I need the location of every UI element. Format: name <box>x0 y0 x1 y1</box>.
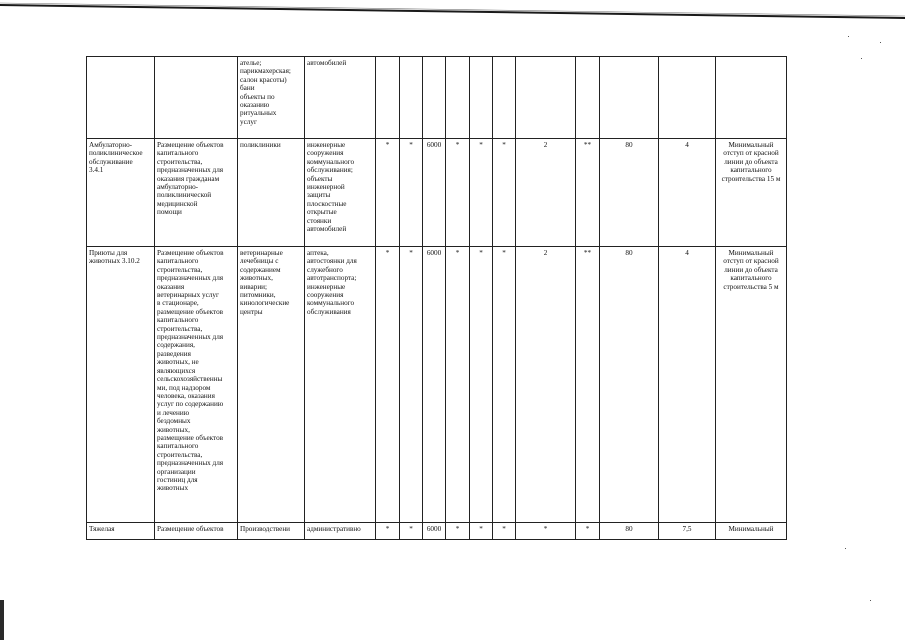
cell-param-8 <box>576 57 600 139</box>
cell-param-1: * <box>376 247 400 523</box>
cell-param-4 <box>446 57 470 139</box>
cell-param-6: * <box>493 247 516 523</box>
cell-param-6 <box>493 57 516 139</box>
cell-param-5: * <box>470 523 493 540</box>
cell-use-description: Размещение объектов капитального строительства, предназначенных для оказания ветеринарных услуг в стационаре, размещение объектов капитального строительства, предназначенных для содержания, разведения животных, не являющихся сельскохозяйственны ми, под надзором человека, оказания услуг по содержанию и лечению бездомных животных, размещение объектов капитального строительства, предназначенных для организации гостиниц для животных <box>155 247 238 523</box>
zoning-regulations-table <box>86 56 787 540</box>
scan-edge-left <box>0 600 4 640</box>
cell-auxiliary-uses: инженерные сооружения коммунального обслуживания; объекты инженерной защиты плоскостные открытые стоянки автомобилей <box>305 139 376 247</box>
cell-param-3 <box>423 57 446 139</box>
cell-param-9: 80 <box>600 247 659 523</box>
table-row <box>87 247 787 523</box>
cell-param-10: 4 <box>659 247 716 523</box>
cell-param-9: 80 <box>600 523 659 540</box>
cell-param-8: ** <box>576 247 600 523</box>
cell-main-uses: поликлиники <box>238 139 305 247</box>
table-row <box>87 139 787 247</box>
cell-param-3: 6000 <box>423 523 446 540</box>
cell-param-3: 6000 <box>423 139 446 247</box>
cell-param-10 <box>659 57 716 139</box>
cell-param-2: * <box>400 247 423 523</box>
table-row <box>87 523 787 540</box>
cell-param-4: * <box>446 139 470 247</box>
cell-note: Минимальный <box>716 523 787 540</box>
cell-auxiliary-uses: аптека, автостоянки для служебного автотранспорта; инженерные сооружения коммунального обслуживания <box>305 247 376 523</box>
cell-param-2: * <box>400 139 423 247</box>
scan-speck <box>870 600 871 601</box>
cell-main-uses: ветеринарные лечебницы с содержанием животных, виварии; питомники, кинологические центры <box>238 247 305 523</box>
cell-use-description: Размещение объектов <box>155 523 238 540</box>
cell-param-2: * <box>400 523 423 540</box>
scan-speck <box>861 58 862 59</box>
cell-param-9 <box>600 57 659 139</box>
scan-speck <box>848 36 849 37</box>
cell-param-6: * <box>493 523 516 540</box>
cell-param-2 <box>400 57 423 139</box>
cell-use-description: Размещение объектов капитального строительства, предназначенных для оказания гражданам амбулаторно- поликлинической медицинской помощи <box>155 139 238 247</box>
cell-param-8: * <box>576 523 600 540</box>
scan-speck <box>880 42 881 43</box>
cell-param-8: ** <box>576 139 600 247</box>
cell-main-uses: Производствени <box>238 523 305 540</box>
cell-auxiliary-uses: административно <box>305 523 376 540</box>
cell-use-name: Приюты для животных 3.10.2 <box>87 247 155 523</box>
scan-border-line <box>0 2 905 20</box>
table-row <box>87 57 787 139</box>
cell-param-5 <box>470 57 493 139</box>
cell-param-6: * <box>493 139 516 247</box>
cell-param-1: * <box>376 139 400 247</box>
cell-param-7 <box>516 57 576 139</box>
cell-param-7: * <box>516 523 576 540</box>
cell-param-9: 80 <box>600 139 659 247</box>
cell-param-7: 2 <box>516 139 576 247</box>
cell-param-10: 4 <box>659 139 716 247</box>
cell-param-5: * <box>470 139 493 247</box>
cell-param-7: 2 <box>516 247 576 523</box>
cell-param-1: * <box>376 523 400 540</box>
cell-note: Минимальный отступ от красной линии до объекта капитального строительства 15 м <box>716 139 787 247</box>
scan-edge-top <box>0 2 905 20</box>
cell-use-name: Амбулаторно- поликлиническое обслуживание 3.4.1 <box>87 139 155 247</box>
cell-main-uses: ателье; парикмахерская; салон красоты) бани объекты по оказанию ритуальных услуг <box>238 57 305 139</box>
cell-param-10: 7,5 <box>659 523 716 540</box>
cell-note <box>716 57 787 139</box>
cell-auxiliary-uses: автомобилей <box>305 57 376 139</box>
cell-note: Минимальный отступ от красной линии до объекта капитального строительства 5 м <box>716 247 787 523</box>
cell-param-3: 6000 <box>423 247 446 523</box>
cell-use-name: Тяжелая <box>87 523 155 540</box>
cell-param-5: * <box>470 247 493 523</box>
cell-param-1 <box>376 57 400 139</box>
scan-speck <box>845 548 846 549</box>
cell-use-description <box>155 57 238 139</box>
cell-param-4: * <box>446 247 470 523</box>
cell-param-4: * <box>446 523 470 540</box>
cell-use-name <box>87 57 155 139</box>
